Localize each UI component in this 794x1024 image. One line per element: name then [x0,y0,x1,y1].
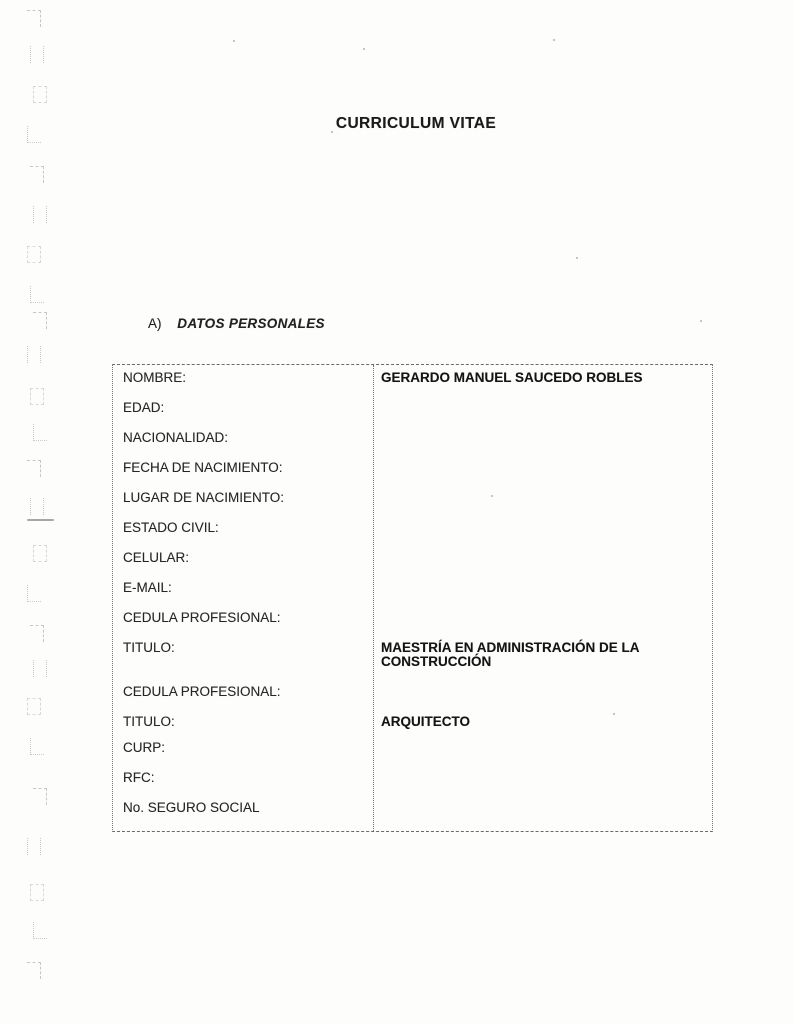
binding-hole-mark [30,738,44,755]
binding-hole-mark [30,625,44,642]
binding-hole-mark [33,660,47,677]
field-label: NACIONALIDAD: [123,430,229,445]
binding-hole-mark [30,884,44,901]
table-row [113,801,712,815]
table-row [113,715,712,729]
field-label: ESTADO CIVIL: [123,520,219,535]
scan-speck [576,257,578,259]
field-label: CURP: [123,740,166,755]
field-label: CEDULA PROFESIONAL: [123,610,281,625]
table-row [113,491,712,505]
binding-hole-mark [27,246,41,263]
binding-hole-mark [33,206,47,223]
table-row [113,521,712,535]
page-title-text: CURRICULUM VITAE [335,115,497,132]
field-value: GERARDO MANUEL SAUCEDO ROBLES [381,370,643,385]
field-value: MAESTRÍA EN ADMINISTRACIÓN DE LA CONSTRUCCIÓN [381,640,639,669]
field-label: LUGAR DE NACIMIENTO: [123,490,285,505]
scan-dash-mark [27,519,54,521]
table-row [113,685,712,699]
section-heading-text: DATOS PERSONALES [177,316,325,331]
binding-hole-mark [33,545,47,562]
field-label: CEDULA PROFESIONAL: [123,684,281,699]
field-label: E-MAIL: [123,580,172,595]
section-heading-datos-personales [148,316,325,331]
binding-hole-mark [27,10,41,27]
table-column-divider [373,365,374,831]
binding-hole-mark [33,922,47,939]
binding-hole-mark [33,86,47,103]
field-value: ARQUITECTO [381,714,471,729]
field-label: RFC: [123,770,155,785]
binding-hole-mark [27,698,41,715]
field-label: NOMBRE: [123,370,187,385]
binding-hole-mark [33,788,47,805]
personal-data-table [112,364,713,832]
table-row [113,551,712,565]
scan-speck [233,40,235,42]
field-label: TITULO: [123,640,175,655]
section-letter: A) [148,316,162,331]
binding-hole-mark [30,286,44,303]
scan-speck [553,39,555,41]
binding-hole-mark [33,424,47,441]
field-label: FECHA DE NACIMIENTO: [123,460,283,475]
scan-speck [363,48,365,50]
binding-hole-mark [27,585,41,602]
binding-hole-mark [30,46,44,63]
table-row [113,401,712,415]
binding-hole-mark [27,962,41,979]
page-title [0,115,794,133]
table-row [113,771,712,785]
field-label: No. SEGURO SOCIAL [123,800,260,815]
table-row [113,371,712,385]
table-row [113,641,712,669]
binding-hole-mark [30,388,44,405]
field-label: CELULAR: [123,550,190,565]
table-row [113,581,712,595]
binding-hole-mark [33,312,47,329]
table-row [113,431,712,445]
binding-hole-mark [27,346,41,363]
scan-speck [700,320,702,322]
binding-hole-mark [27,838,41,855]
table-row [113,741,712,755]
field-label: TITULO: [123,714,175,729]
table-row [113,611,712,625]
binding-hole-mark [27,460,41,477]
binding-hole-mark [30,166,44,183]
binding-hole-mark [30,498,44,515]
field-label: EDAD: [123,400,165,415]
table-row [113,461,712,475]
